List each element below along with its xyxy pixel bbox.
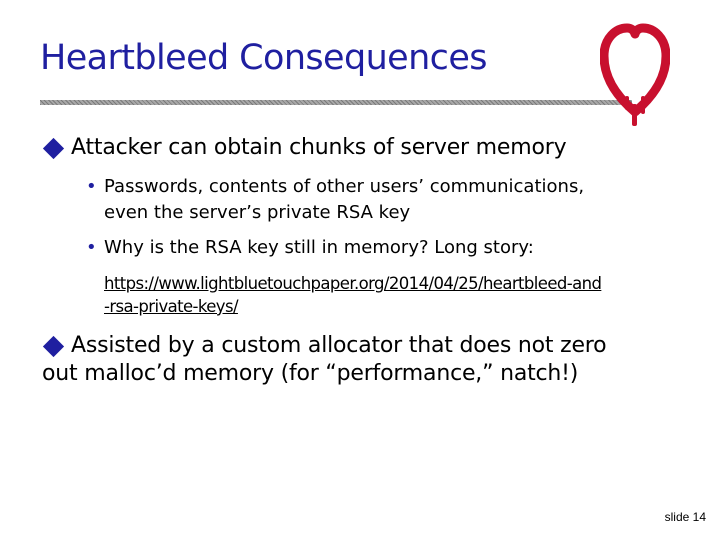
link-line[interactable]: https://www.lightbluetouchpaper.org/2014/04/25/heartbleed-and [104, 274, 602, 293]
diamond-bullet-icon [43, 138, 64, 159]
bullet-text: Attacker can obtain chunks of server memory [71, 135, 567, 160]
sub-bullet-line: even the server’s private RSA key [104, 202, 411, 223]
sub-bullet-line: Why is the RSA key still in memory? Long story: [104, 237, 534, 258]
bullet-allocator [42, 332, 606, 388]
title-divider [40, 100, 632, 105]
slide-number: slide 14 [664, 510, 706, 524]
bullet-line: Assisted by a custom allocator that does not zero [71, 333, 607, 358]
sub-bullet-passwords [86, 174, 584, 226]
sub-bullet-rsa-key [86, 235, 534, 261]
heartbleed-logo-icon [600, 12, 670, 130]
dot-bullet-icon: • [86, 176, 97, 197]
bullet-attacker [42, 134, 566, 162]
slide-title: Heartbleed Consequences [40, 38, 487, 78]
link-line[interactable]: -rsa-private-keys/ [104, 297, 238, 316]
dot-bullet-icon: • [86, 237, 97, 258]
diamond-bullet-icon [43, 336, 64, 357]
bullet-line: out malloc’d memory (for “performance,” natch!) [42, 361, 579, 386]
sub-bullet-line: Passwords, contents of other users’ communications, [104, 176, 585, 197]
reference-link[interactable] [104, 272, 694, 318]
